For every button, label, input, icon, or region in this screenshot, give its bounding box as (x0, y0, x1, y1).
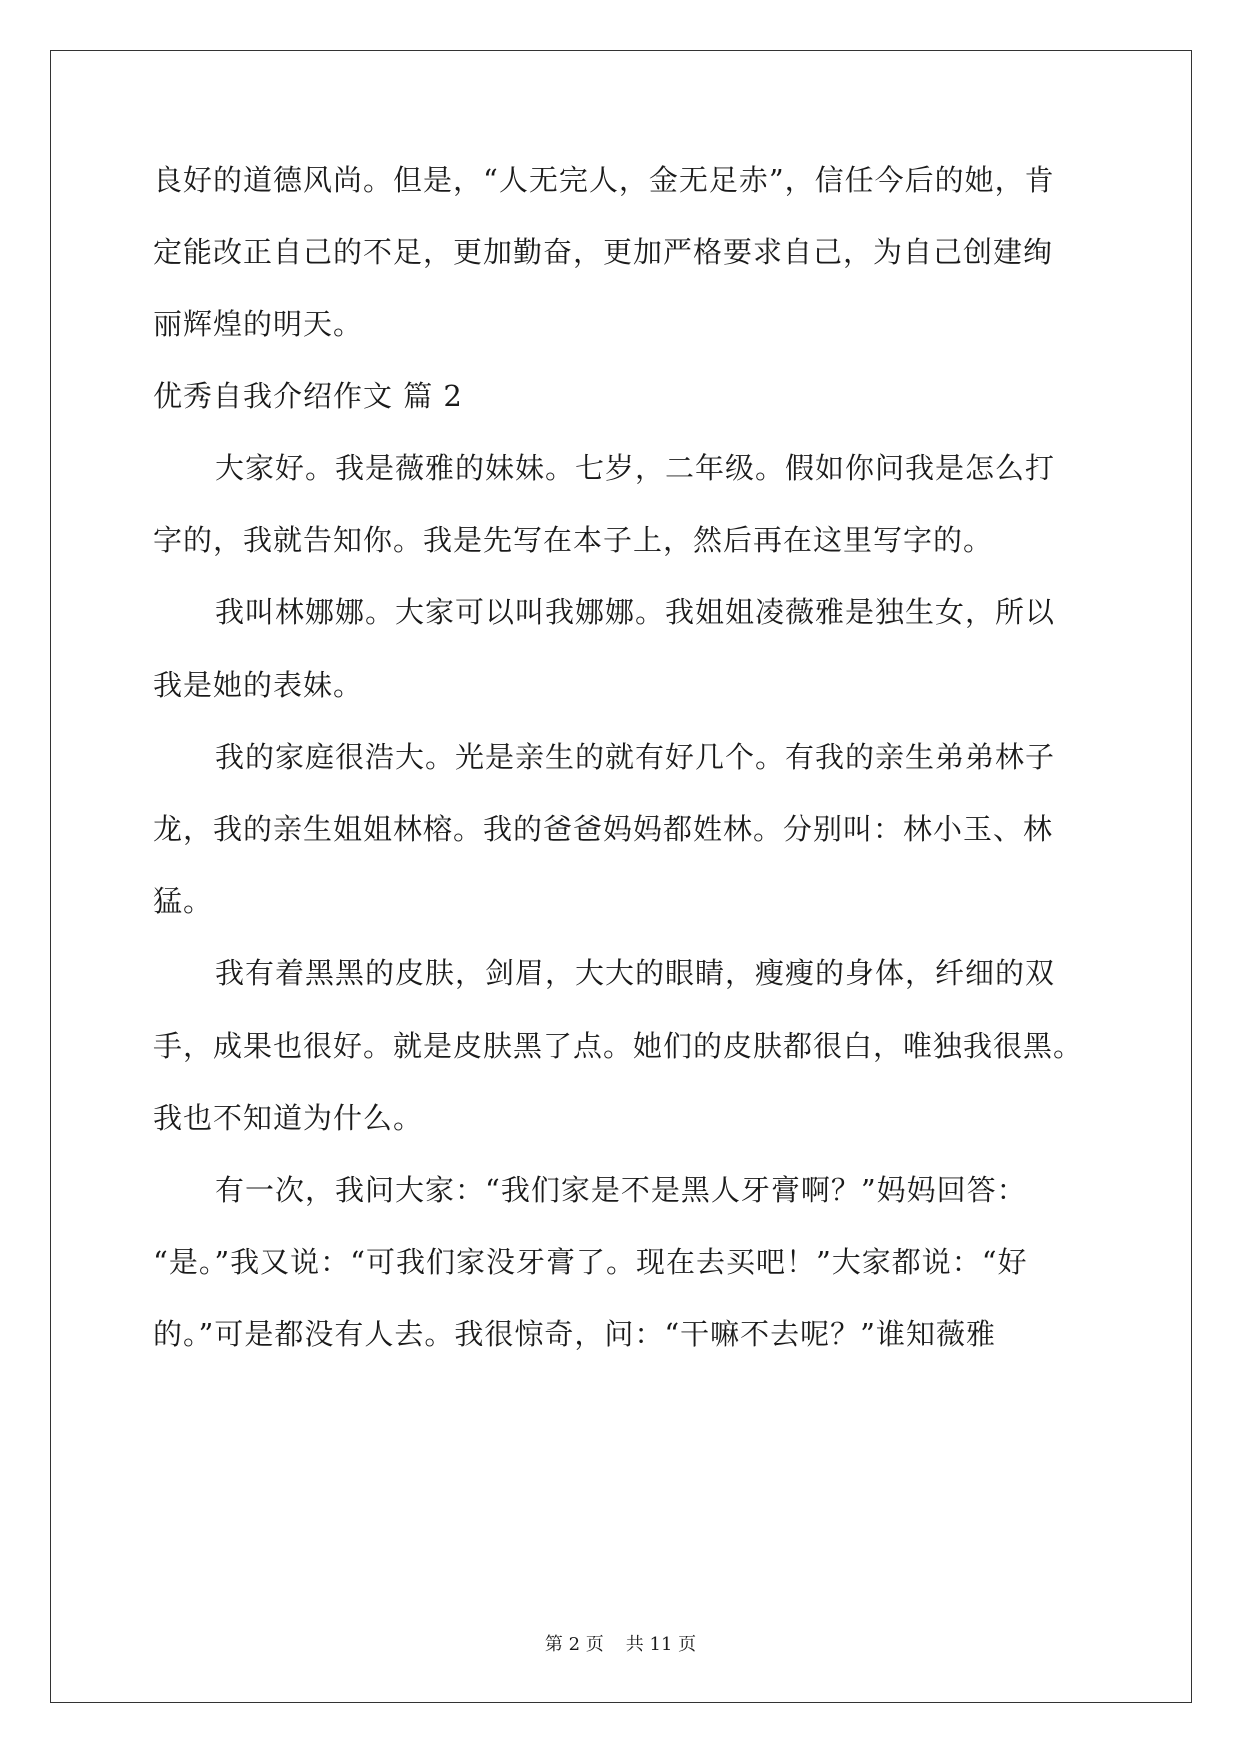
page-footer (0, 1630, 1241, 1656)
text-line: 我叫林娜娜。大家可以叫我娜娜。我姐姐凌薇雅是独生女，所以 (215, 595, 1056, 629)
text-line: “是。”我又说：“可我们家没牙膏了。现在去买吧！”大家都说：“好 (153, 1245, 1028, 1279)
text-line: 大家好。我是薇雅的妹妹。七岁，二年级。假如你问我是怎么打 (215, 451, 1056, 485)
text-line: 字的，我就告知你。我是先写在本子上，然后再在这里写字的。 (153, 523, 994, 557)
text-line: 我是她的表妹。 (153, 668, 364, 702)
page-total: 共 11 页 (625, 1634, 697, 1655)
text-line: 我也不知道为什么。 (153, 1101, 424, 1135)
page-border (50, 50, 1192, 1703)
page-number: 第 2 页 (544, 1634, 604, 1655)
text-line: 猛。 (153, 884, 214, 918)
section-heading: 优秀自我介绍作文 篇 2 (153, 379, 463, 413)
text-line: 我的家庭很浩大。光是亲生的就有好几个。有我的亲生弟弟林子 (215, 740, 1056, 774)
text-line: 定能改正自己的不足，更加勤奋，更加严格要求自己，为自己创建绚 (153, 235, 1054, 269)
text-line: 有一次，我问大家：“我们家是不是黑人牙膏啊？”妈妈回答： (215, 1173, 1027, 1207)
text-line: 手，成果也很好。就是皮肤黑了点。她们的皮肤都很白，唯独我很黑。 (153, 1029, 1084, 1063)
text-line: 的。”可是都没有人去。我很惊奇，问：“干嘛不去呢？”谁知薇雅 (153, 1317, 996, 1351)
text-line: 丽辉煌的明天。 (153, 307, 364, 341)
text-line: 我有着黑黑的皮肤，剑眉，大大的眼睛，瘦瘦的身体，纤细的双 (215, 956, 1056, 990)
text-line: 良好的道德风尚。但是，“人无完人，金无足赤”，信任今后的她，肯 (153, 163, 1055, 197)
text-line: 龙，我的亲生姐姐林榕。我的爸爸妈妈都姓林。分别叫：林小玉、林 (153, 812, 1054, 846)
